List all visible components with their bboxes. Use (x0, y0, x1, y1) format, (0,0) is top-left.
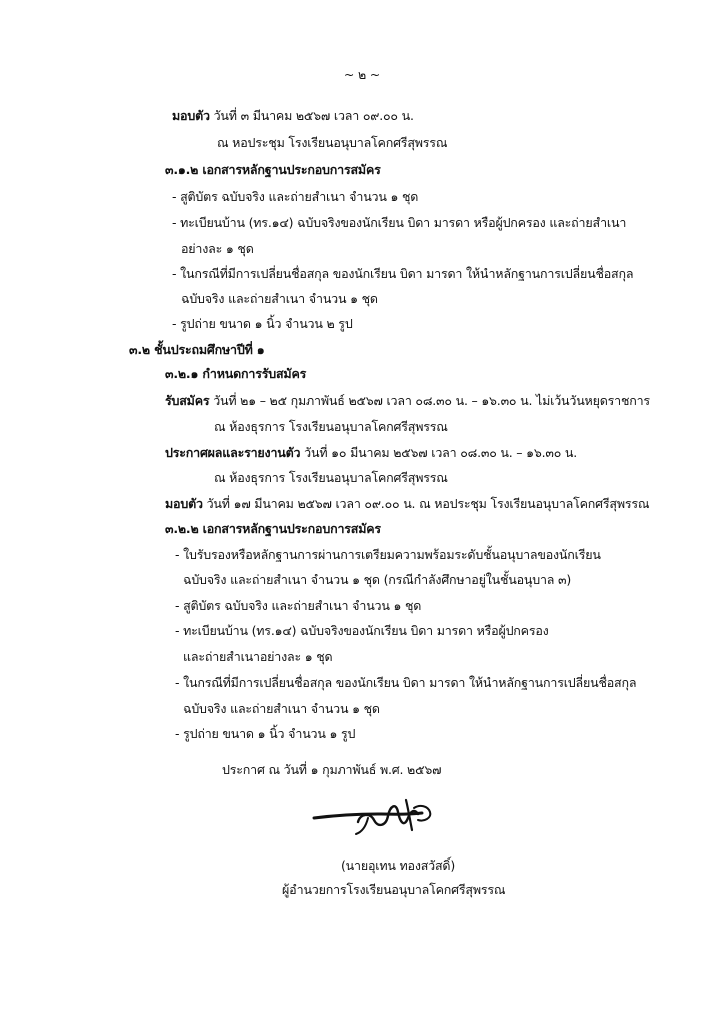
kindergarten-doc-item: - สูติบัตร ฉบับจริง และถ่ายสำเนา จำนวน ๑ ชุด (172, 189, 419, 204)
grade1-doc-item-cont: ฉบับจริง และถ่ายสำเนา จำนวน ๑ ชุด (183, 701, 380, 716)
kindergarten-report-label: มอบตัว (172, 108, 210, 123)
signer-position: ผู้อำนวยการโรงเรียนอนุบาลโคกศรีสุพรรณ (282, 882, 506, 897)
page-number: ~ ๒ ~ (343, 67, 381, 82)
kindergarten-doc-item-cont: ฉบับจริง และถ่ายสำเนา จำนวน ๑ ชุด (181, 291, 378, 306)
kindergarten-report-line (172, 107, 414, 125)
grade1-apply-place: ณ ห้องธุรการ โรงเรียนอนุบาลโคกศรีสุพรรณ (214, 419, 448, 434)
grade1-doc-item-cont: ฉบับจริง และถ่ายสำเนา จำนวน ๑ ชุด (กรณีกำลังศึกษาอยู่ในชั้นอนุบาล ๓) (183, 572, 572, 587)
grade1-apply-label: รับสมัคร (165, 393, 210, 408)
grade1-doc-item: - ใบรับรองหรือหลักฐานการผ่านการเตรียมความพร้อมระดับชั้นอนุบาลของนักเรียน (175, 547, 601, 562)
grade1-apply-date: วันที่ ๒๑ – ๒๕ กุมภาพันธ์ ๒๕๖๗ เวลา ๐๘.๓๐ น. – ๑๖.๓๐ น. ไม่เว้นวันหยุดราชการ (213, 393, 650, 408)
grade1-schedule-heading: ๓.๒.๑ กำหนดการรับสมัคร (165, 366, 307, 381)
announcement-date: ประกาศ ณ วันที่ ๑ กุมภาพันธ์ พ.ศ. ๒๕๖๗ (222, 762, 442, 777)
kindergarten-report-date: วันที่ ๓ มีนาคม ๒๕๖๗ เวลา ๐๙.๐๐ น. (213, 108, 414, 123)
kindergarten-docs-heading: ๓.๑.๒ เอกสารหลักฐานประกอบการสมัคร (165, 162, 381, 177)
grade1-announce-place: ณ ห้องธุรการ โรงเรียนอนุบาลโคกศรีสุพรรณ (214, 470, 448, 485)
grade1-apply-line (165, 392, 650, 410)
grade1-docs-heading: ๓.๒.๒ เอกสารหลักฐานประกอบการสมัคร (165, 521, 381, 536)
kindergarten-report-place: ณ หอประชุม โรงเรียนอนุบาลโคกศรีสุพรรณ (217, 135, 448, 150)
kindergarten-doc-item: - ทะเบียนบ้าน (ทร.๑๔) ฉบับจริงของนักเรียน บิดา มารดา หรือผู้ปกครอง และถ่ายสำเนา (172, 215, 627, 230)
grade1-announce-date: วันที่ ๑๐ มีนาคม ๒๕๖๗ เวลา ๐๘.๓๐ น. – ๑๖.๓๐ น. (304, 445, 578, 460)
kindergarten-doc-item: - ในกรณีที่มีการเปลี่ยนชื่อสกุล ของนักเรียน บิดา มารดา ให้นำหลักฐานการเปลี่ยนชื่อสกุล (172, 266, 634, 281)
signer-name: (นายอุเทน ทองสวัสดิ์) (341, 858, 456, 873)
grade1-announce-line (165, 444, 577, 462)
grade1-report-label: มอบตัว (165, 496, 203, 511)
grade1-doc-item: - รูปถ่าย ขนาด ๑ นิ้ว จำนวน ๑ รูป (175, 726, 356, 741)
kindergarten-doc-item: - รูปถ่าย ขนาด ๑ นิ้ว จำนวน ๒ รูป (172, 316, 353, 331)
grade1-doc-item: - ทะเบียนบ้าน (ทร.๑๔) ฉบับจริงของนักเรียน บิดา มารดา หรือผู้ปกครอง (175, 623, 549, 638)
signature-image (310, 792, 440, 840)
grade1-doc-item-cont: และถ่ายสำเนาอย่างละ ๑ ชุด (183, 649, 333, 664)
kindergarten-doc-item-cont: อย่างละ ๑ ชุด (181, 241, 254, 256)
grade1-doc-item: - สูติบัตร ฉบับจริง และถ่ายสำเนา จำนวน ๑ ชุด (175, 598, 422, 613)
grade1-section-heading: ๓.๒ ชั้นประถมศึกษาปีที่ ๑ (129, 342, 265, 357)
grade1-doc-item: - ในกรณีที่มีการเปลี่ยนชื่อสกุล ของนักเรียน บิดา มารดา ให้นำหลักฐานการเปลี่ยนชื่อสกุล (175, 675, 637, 690)
grade1-report-line (165, 495, 649, 513)
grade1-report-date: วันที่ ๑๗ มีนาคม ๒๕๖๗ เวลา ๐๙.๐๐ น. ณ หอประชุม โรงเรียนอนุบาลโคกศรีสุพรรณ (206, 496, 650, 511)
grade1-announce-label: ประกาศผลและรายงานตัว (165, 445, 301, 460)
